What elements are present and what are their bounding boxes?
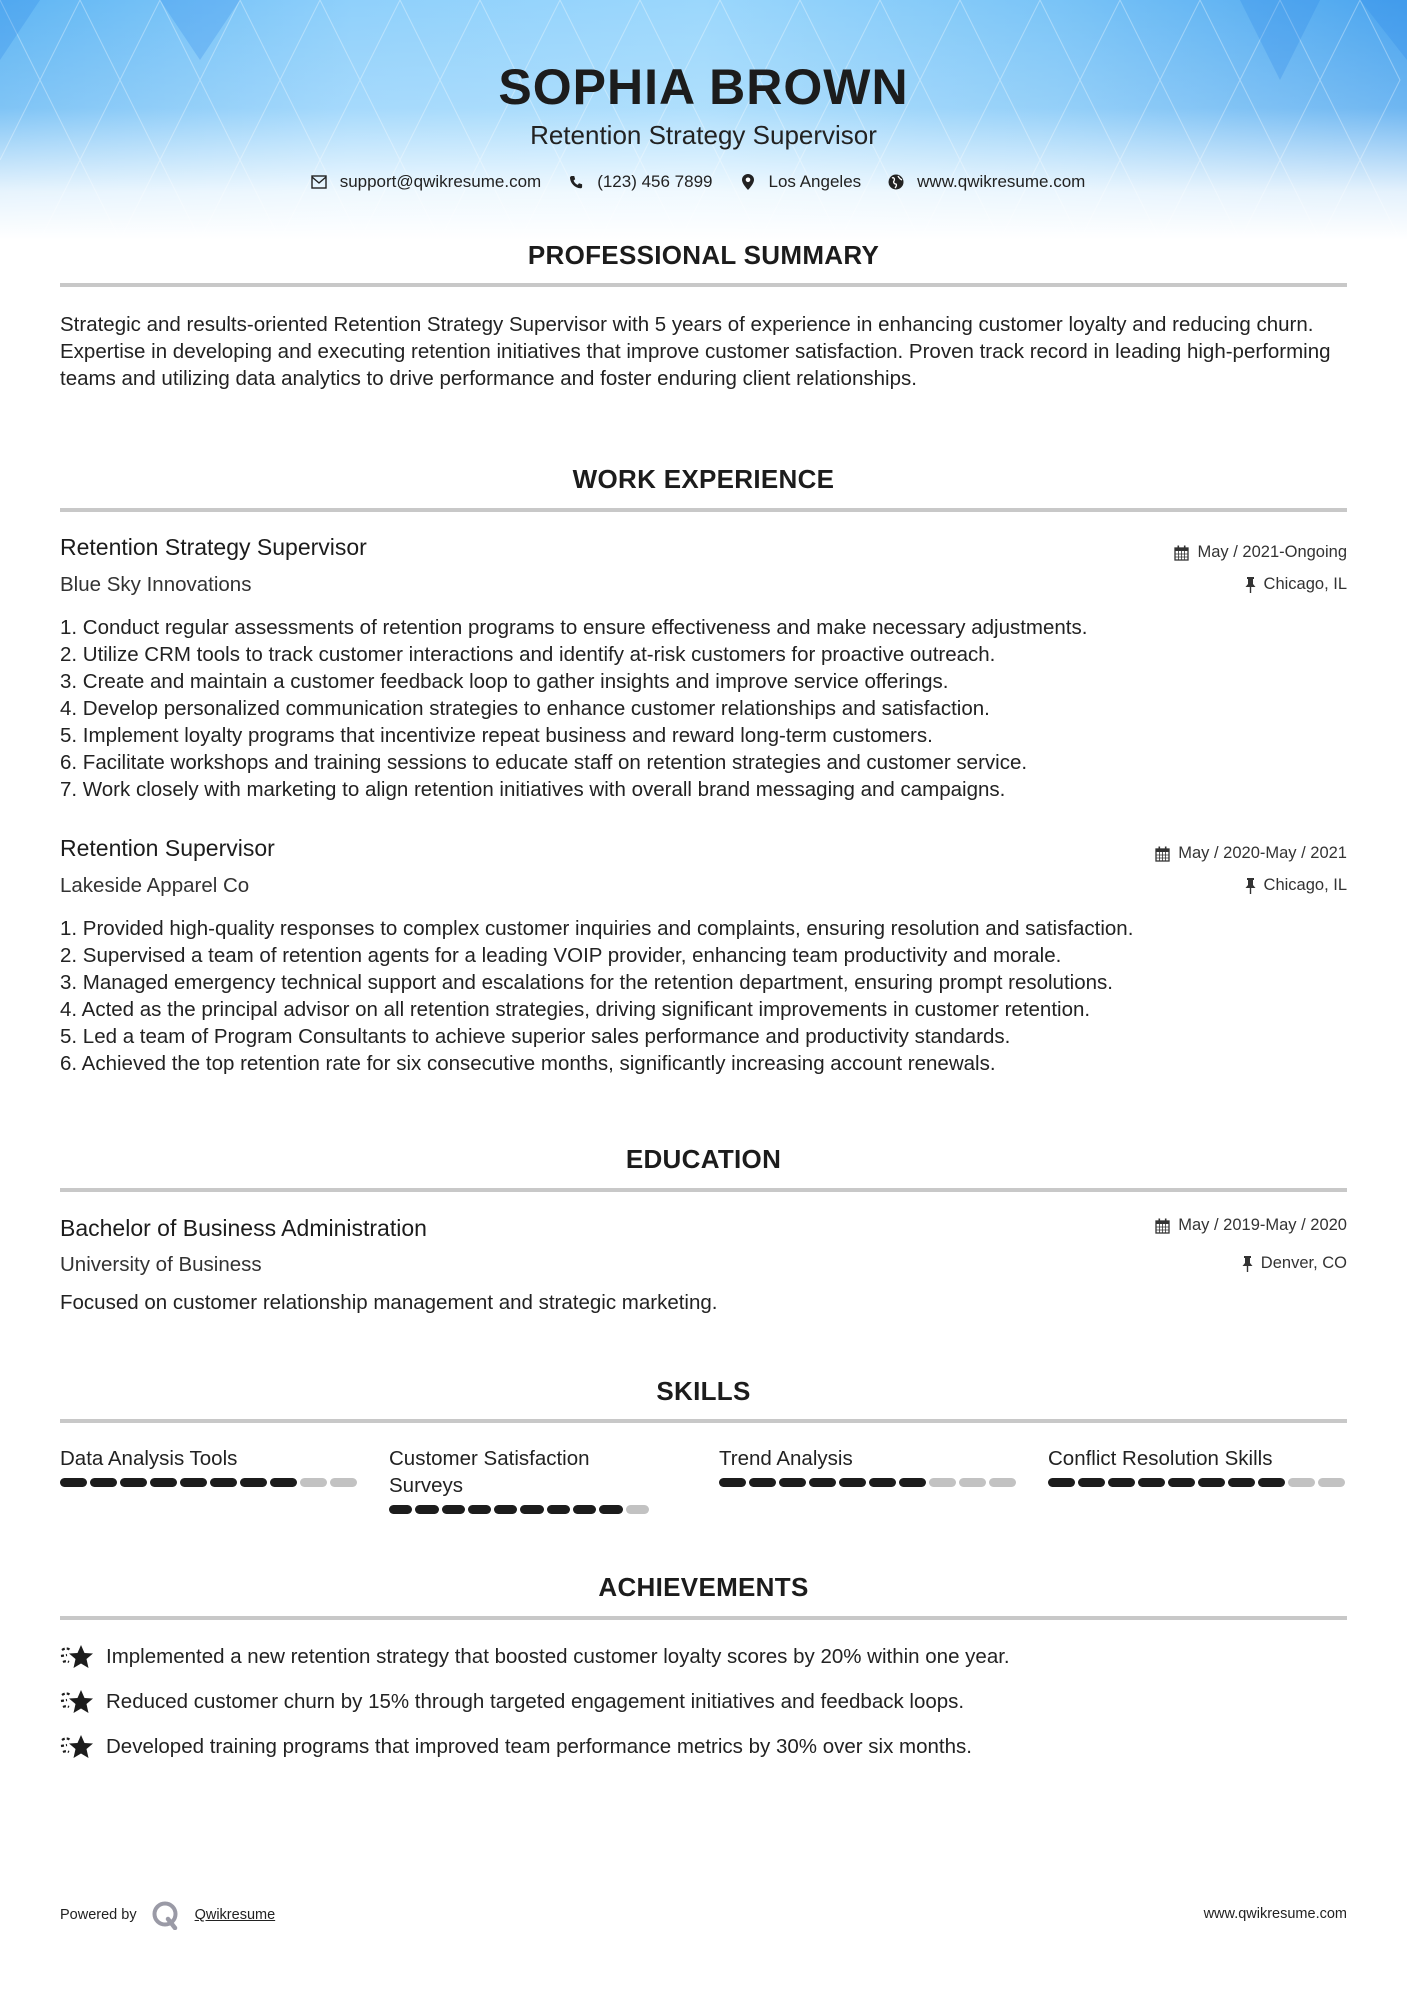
skill-segment-filled: [839, 1478, 866, 1487]
skill-segment-filled: [1108, 1478, 1135, 1487]
shooting-star-icon: [60, 1689, 94, 1715]
skill-segment-filled: [494, 1505, 517, 1514]
skill-segment-filled: [719, 1478, 746, 1487]
contact-email[interactable]: [310, 172, 542, 192]
job-dates: [1155, 844, 1347, 863]
education-location: [1242, 1254, 1347, 1273]
skill-segment-empty: [330, 1478, 357, 1487]
skill-segment-empty: [1318, 1478, 1345, 1487]
contact-phone[interactable]: [567, 172, 712, 192]
job-bullet: 5. Led a team of Program Consultants to achieve superior sales performance and productivity standards.: [60, 1025, 1011, 1048]
achievement-text: Implemented a new retention strategy that boosted customer loyalty scores by 20% within one year.: [106, 1645, 1010, 1668]
skill-name: Trend Analysis: [719, 1447, 853, 1470]
skill-segment-filled: [1258, 1478, 1285, 1487]
job-dates: [1174, 543, 1347, 562]
shooting-star-icon: [60, 1644, 94, 1670]
skill-segment-filled: [90, 1478, 117, 1487]
resume-header: [0, 0, 1407, 240]
skill-segment-filled: [180, 1478, 207, 1487]
skill-segment-filled: [547, 1505, 570, 1514]
job-bullet: 6. Achieved the top retention rate for six consecutive months, significantly increasing account renewals.: [60, 1052, 996, 1075]
skill-segment-filled: [240, 1478, 267, 1487]
skill-segment-filled: [150, 1478, 177, 1487]
section-divider: [60, 1616, 1347, 1620]
skill-segment-filled: [1048, 1478, 1075, 1487]
skill-name: Customer Satisfaction Surveys: [389, 1447, 590, 1497]
pushpin-icon: [1245, 878, 1256, 894]
education-description: Focused on customer relationship management and strategic marketing.: [60, 1291, 718, 1314]
school-name: University of Business: [60, 1253, 262, 1276]
contact-email-text: support@qwikresume.com: [339, 172, 542, 191]
skill-segment-empty: [1288, 1478, 1315, 1487]
section-title-skills: SKILLS: [656, 1376, 751, 1406]
job-bullet: 3. Managed emergency technical support and escalations for the retention department, ensuring prompt resolutions.: [60, 971, 1113, 994]
summary-text: Strategic and results-oriented Retention Strategy Supervisor with 5 years of experience in enhancing customer loyalty and reducing churn. Expertise in developing and executing retention initiatives that improve customer satisfaction. Proven track record in leading high-performing teams and utilizing data analytics to drive performance and foster enduring client relationships.: [60, 313, 1331, 390]
job-bullet: 7. Work closely with marketing to align retention initiatives with overall brand messaging and campaigns.: [60, 778, 1006, 801]
contact-location-text: Los Angeles: [768, 172, 862, 191]
achievement-item: [60, 1689, 964, 1715]
footer-website[interactable]: www.qwikresume.com: [1203, 1906, 1347, 1922]
skill-segment-filled: [468, 1505, 491, 1514]
section-title-summary: PROFESSIONAL SUMMARY: [527, 240, 880, 270]
skill-item: [60, 1445, 360, 1487]
job-bullet: 1. Conduct regular assessments of retention programs to ensure effectiveness and make necessary adjustments.: [60, 616, 1088, 639]
skill-segment-filled: [1198, 1478, 1225, 1487]
job-location: [1245, 575, 1347, 594]
skill-segment-filled: [869, 1478, 896, 1487]
section-divider: [60, 1188, 1347, 1192]
achievement-text: Reduced customer churn by 15% through targeted engagement initiatives and feedback loops.: [106, 1690, 965, 1713]
company-name: Lakeside Apparel Co: [60, 874, 250, 897]
job-bullet: 1. Provided high-quality responses to complex customer inquiries and complaints, ensuring resolution and satisfaction.: [60, 917, 1134, 940]
job-bullets: [60, 614, 1360, 803]
footer-powered-by: [60, 1900, 275, 1930]
map-marker-icon: [739, 173, 757, 191]
section-divider: [60, 1419, 1347, 1423]
skill-segment-empty: [929, 1478, 956, 1487]
achievement-item: [60, 1734, 972, 1760]
calendar-icon: [1155, 846, 1170, 862]
skill-item: [389, 1445, 649, 1514]
job-location-text: Chicago, IL: [1263, 876, 1347, 894]
skill-segment-empty: [626, 1505, 649, 1514]
skill-segment-filled: [749, 1478, 776, 1487]
job-title: Retention Supervisor: [60, 835, 275, 861]
qwikresume-logo-icon: [151, 1900, 181, 1930]
contact-website-text: www.qwikresume.com: [917, 172, 1086, 191]
section-title-experience: WORK EXPERIENCE: [572, 464, 835, 494]
skill-level-bar: [719, 1478, 1019, 1487]
skill-segment-filled: [573, 1505, 596, 1514]
candidate-role: Retention Strategy Supervisor: [530, 120, 877, 150]
skill-level-bar: [60, 1478, 360, 1487]
job-bullet: 2. Supervised a team of retention agents for a leading VOIP provider, enhancing team productivity and morale.: [60, 944, 1062, 967]
skill-segment-filled: [1168, 1478, 1195, 1487]
achievement-text: Developed training programs that improved team performance metrics by 30% over six months.: [106, 1735, 972, 1758]
job-dates-text: May / 2020-May / 2021: [1178, 844, 1347, 862]
qwikresume-link[interactable]: Qwikresume: [194, 1907, 276, 1923]
calendar-icon: [1174, 545, 1189, 561]
skill-segment-filled: [779, 1478, 806, 1487]
job-title: Retention Strategy Supervisor: [60, 534, 367, 560]
globe-icon: [887, 173, 905, 191]
skill-segment-filled: [60, 1478, 87, 1487]
skill-segment-filled: [599, 1505, 622, 1514]
section-title-education: EDUCATION: [625, 1144, 782, 1174]
education-dates-text: May / 2019-May / 2020: [1178, 1216, 1347, 1234]
skill-level-bar: [389, 1505, 649, 1514]
skill-segment-empty: [959, 1478, 986, 1487]
skill-segment-filled: [210, 1478, 237, 1487]
skill-name: Conflict Resolution Skills: [1048, 1447, 1273, 1470]
job-bullets: [60, 915, 1360, 1077]
skill-segment-filled: [415, 1505, 438, 1514]
contact-location: [739, 172, 862, 192]
skill-segment-empty: [989, 1478, 1016, 1487]
shooting-star-icon: [60, 1734, 94, 1760]
contact-website[interactable]: [887, 172, 1085, 192]
job-bullet: 6. Facilitate workshops and training sessions to educate staff on retention strategies and customer service.: [60, 751, 1028, 774]
job-bullet: 4. Acted as the principal advisor on all retention strategies, driving significant improvements in customer retention.: [60, 998, 1091, 1021]
phone-icon: [567, 173, 585, 191]
contact-phone-text: (123) 456 7899: [597, 172, 713, 191]
pushpin-icon: [1245, 577, 1256, 593]
education-location-text: Denver, CO: [1260, 1254, 1347, 1272]
skill-segment-filled: [1228, 1478, 1255, 1487]
skill-segment-filled: [389, 1505, 412, 1514]
section-divider: [60, 283, 1347, 287]
contact-bar: [0, 172, 1407, 192]
job-bullet: 4. Develop personalized communication strategies to enhance customer relationships and satisfaction.: [60, 697, 990, 720]
job-bullet: 2. Utilize CRM tools to track customer interactions and identify at-risk customers for proactive outreach.: [60, 643, 996, 666]
degree-title: Bachelor of Business Administration: [60, 1215, 427, 1241]
skill-segment-filled: [520, 1505, 543, 1514]
skill-item: [719, 1445, 1019, 1487]
section-divider: [60, 508, 1347, 512]
skill-item: [1048, 1445, 1348, 1487]
candidate-name: SOPHIA BROWN: [498, 59, 909, 115]
section-title-achievements: ACHIEVEMENTS: [598, 1572, 809, 1602]
job-location-text: Chicago, IL: [1263, 575, 1347, 593]
skill-segment-filled: [1138, 1478, 1165, 1487]
skill-segment-empty: [300, 1478, 327, 1487]
skill-segment-filled: [899, 1478, 926, 1487]
job-dates-text: May / 2021-Ongoing: [1197, 543, 1347, 561]
job-bullet: 3. Create and maintain a customer feedback loop to gather insights and improve service offerings.: [60, 670, 949, 693]
powered-by-label: Powered by: [60, 1907, 137, 1923]
skill-segment-filled: [270, 1478, 297, 1487]
education-dates: [1155, 1216, 1347, 1235]
pushpin-icon: [1242, 1256, 1253, 1272]
envelope-icon: [310, 173, 328, 191]
company-name: Blue Sky Innovations: [60, 573, 252, 596]
skill-segment-filled: [120, 1478, 147, 1487]
skill-level-bar: [1048, 1478, 1348, 1487]
skill-segment-filled: [1078, 1478, 1105, 1487]
calendar-icon: [1155, 1218, 1170, 1234]
job-location: [1245, 876, 1347, 895]
job-bullet: 5. Implement loyalty programs that incentivize repeat business and reward long-term customers.: [60, 724, 933, 747]
skill-segment-filled: [809, 1478, 836, 1487]
skill-segment-filled: [442, 1505, 465, 1514]
skill-name: Data Analysis Tools: [60, 1447, 238, 1470]
achievement-item: [60, 1644, 1010, 1670]
